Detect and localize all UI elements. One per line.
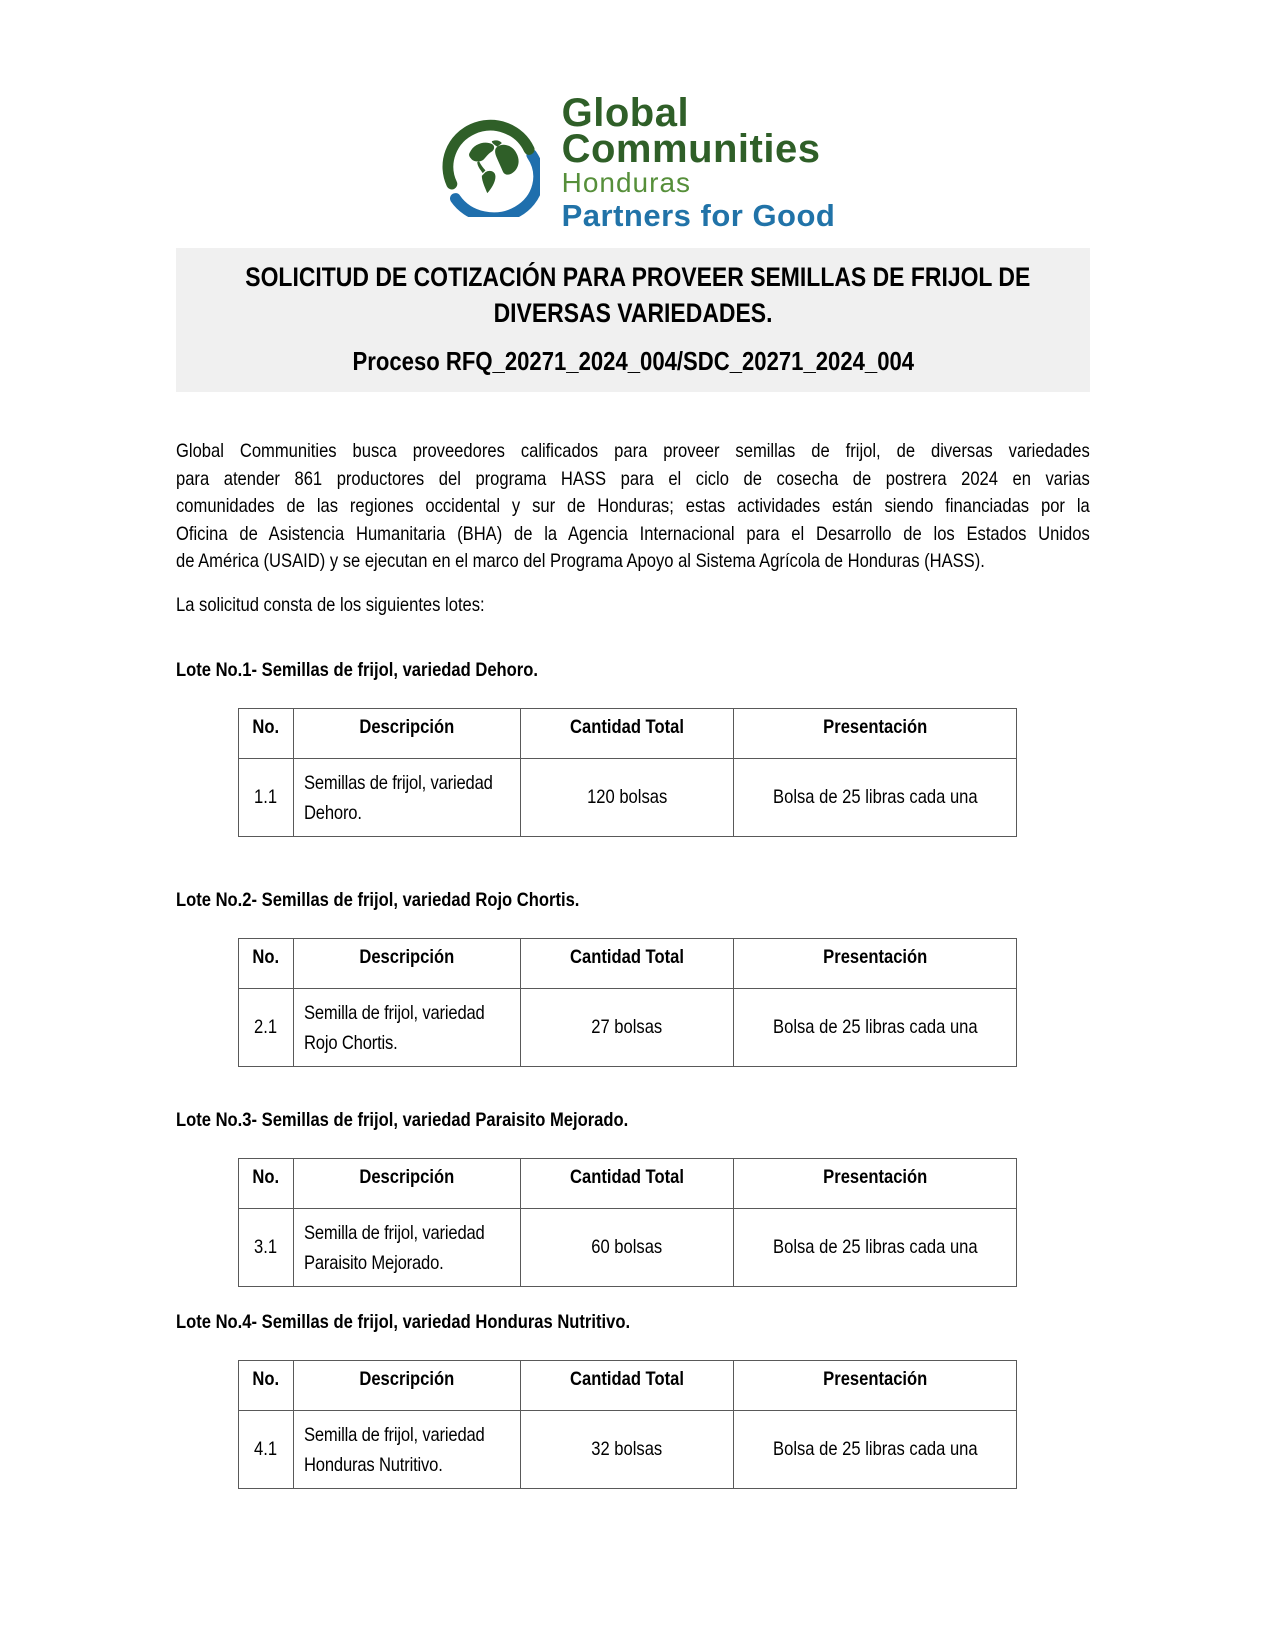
intro-line: Global Communities busca proveedores calificados para proveer semillas de frijol, de diversas variedades [176,440,1090,462]
table-row [239,1410,1017,1488]
cell-no: 1.1 [239,758,294,836]
cell-cantidad: 27 bolsas [521,988,734,1066]
logo-brand-line2: Communities [561,127,821,171]
col-header-descripcion: Descripción [294,938,521,988]
document-title-line1: SOLICITUD DE COTIZACIÓN PARA PROVEER SEMILLAS DE FRIJOL DE [245,262,1031,292]
col-header-no: No. [239,938,294,988]
col-header-presentacion: Presentación [734,1158,1017,1208]
col-header-descripcion: Descripción [294,1360,521,1410]
intro-line: Oficina de Asistencia Humanitaria (BHA) de la Agencia Internacional para el Desarrollo de los Estados Unidos [176,522,1090,545]
table-header-row [239,938,1017,988]
logo-brand-line1: Global [561,91,690,135]
cell-no: 3.1 [239,1208,294,1286]
cell-descripcion: Semilla de frijol, variedad Rojo Chortis. [294,988,521,1066]
table-row [239,1208,1017,1286]
table-header-row [239,1360,1017,1410]
logo [0,0,1275,236]
col-header-cantidad: Cantidad Total [521,708,734,758]
logo-region: Honduras [561,167,692,198]
globe-logo-icon [440,111,540,217]
col-header-cantidad: Cantidad Total [521,1360,734,1410]
intro-line: de América (USAID) y se ejecutan en el marco del Programa Apoyo al Sistema Agrícola de Honduras (HASS). [176,550,985,572]
lot2-heading: Lote No.2- Semillas de frijol, variedad Rojo Chortis. [176,888,580,911]
lot2-table [238,938,1017,1067]
lot3-heading: Lote No.3- Semillas de frijol, variedad Paraisito Mejorado. [176,1108,629,1131]
col-header-cantidad: Cantidad Total [521,938,734,988]
cell-descripcion: Semillas de frijol, variedad Dehoro. [294,758,521,836]
cell-presentacion: Bolsa de 25 libras cada una [734,988,1017,1066]
intro-line: comunidades de las regiones occidental y sur de Honduras; estas actividades están siendo financiadas por la [176,495,1090,517]
col-header-presentacion: Presentación [734,1360,1017,1410]
cell-cantidad: 32 bolsas [521,1410,734,1488]
document-title-line2: DIVERSAS VARIEDADES. [493,298,773,328]
col-header-presentacion: Presentación [734,708,1017,758]
cell-presentacion: Bolsa de 25 libras cada una [734,1208,1017,1286]
lot1-table [238,708,1017,837]
lot4-table [238,1360,1017,1489]
col-header-descripcion: Descripción [294,708,521,758]
cell-presentacion: Bolsa de 25 libras cada una [734,1410,1017,1488]
table-header-row [239,708,1017,758]
col-header-cantidad: Cantidad Total [521,1158,734,1208]
title-block [176,248,1090,392]
lot4-heading: Lote No.4- Semillas de frijol, variedad Honduras Nutritivo. [176,1310,631,1333]
intro-paragraph [176,438,1090,576]
lots-intro-text: La solicitud consta de los siguientes lotes: [176,593,485,616]
logo-wordmark [561,91,836,233]
cell-descripcion: Semilla de frijol, variedad Honduras Nutritivo. [294,1410,521,1488]
col-header-descripcion: Descripción [294,1158,521,1208]
cell-presentacion: Bolsa de 25 libras cada una [734,758,1017,836]
cell-cantidad: 120 bolsas [521,758,734,836]
cell-no: 4.1 [239,1410,294,1488]
table-header-row [239,1158,1017,1208]
cell-descripcion: Semilla de frijol, variedad Paraisito Mejorado. [294,1208,521,1286]
table-row [239,758,1017,836]
intro-line: para atender 861 productores del programa HASS para el ciclo de cosecha de postrera 2024 en varias [176,467,1090,490]
col-header-no: No. [239,1360,294,1410]
logo-tagline: Partners for Good [561,198,836,233]
col-header-no: No. [239,1158,294,1208]
table-row [239,988,1017,1066]
lot3-table [238,1158,1017,1287]
col-header-presentacion: Presentación [734,938,1017,988]
lot1-heading: Lote No.1- Semillas de frijol, variedad Dehoro. [176,658,538,681]
col-header-no: No. [239,708,294,758]
cell-cantidad: 60 bolsas [521,1208,734,1286]
cell-no: 2.1 [239,988,294,1066]
process-number: Proceso RFQ_20271_2024_004/SDC_20271_2024_004 [352,346,914,376]
